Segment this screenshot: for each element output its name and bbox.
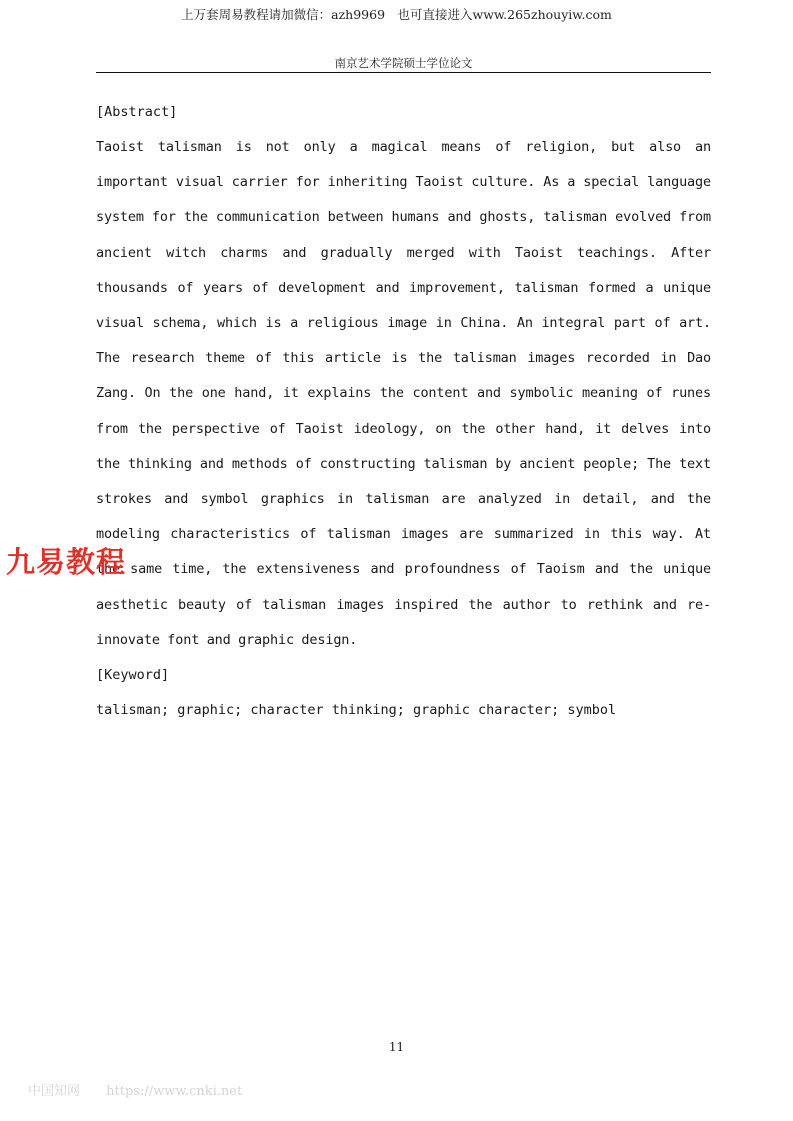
footer-brand: 中国知网: [28, 1084, 81, 1099]
top-banner-text: 上万套周易教程请加微信：azh9969 也可直接进入www.265zhouyiw.com: [181, 7, 612, 22]
abstract-heading: [Abstract]: [96, 104, 178, 120]
keyword-list: talisman; graphic; character thinking; graphic character; symbol: [96, 702, 617, 719]
footer-url: https://www.cnki.net: [106, 1084, 243, 1099]
running-header: 南京艺术学院硕士学位论文: [334, 56, 473, 70]
footer-watermark: [28, 1080, 242, 1099]
header-rule: [96, 72, 711, 73]
abstract-section: [96, 95, 711, 728]
page-number: 11: [388, 1040, 405, 1054]
watermark-logo: 九易教程: [6, 545, 127, 579]
abstract-body: Taoist talisman is not only a magical means of religion, but also an important visual carrier for inheriting Taoist culture. As a special language system for the communication between humans and ghosts, talisman evolved from ancient witch charms and gradually merged with Taoist teachings. After thousands of years of development and improvement, talisman formed a unique visual schema, which is a religious image in China. An integral part of art. The research theme of this article is the talisman images recorded in Dao Zang. On the one hand, it explains the content and symbolic meaning of runes from the perspective of Taoist ideology, on the other hand, it delves into the thinking and methods of constructing talisman by ancient people; The text strokes and symbol graphics in talisman are analyzed in detail, and the modeling characteristics of talisman images are summarized in this way. At the same time, the extensiveness and profoundness of Taoism and the unique aesthetic beauty of talisman images inspired the author to rethink and re-innovate font and graphic design.: [96, 139, 711, 648]
keyword-heading: [Keyword]: [96, 667, 170, 684]
